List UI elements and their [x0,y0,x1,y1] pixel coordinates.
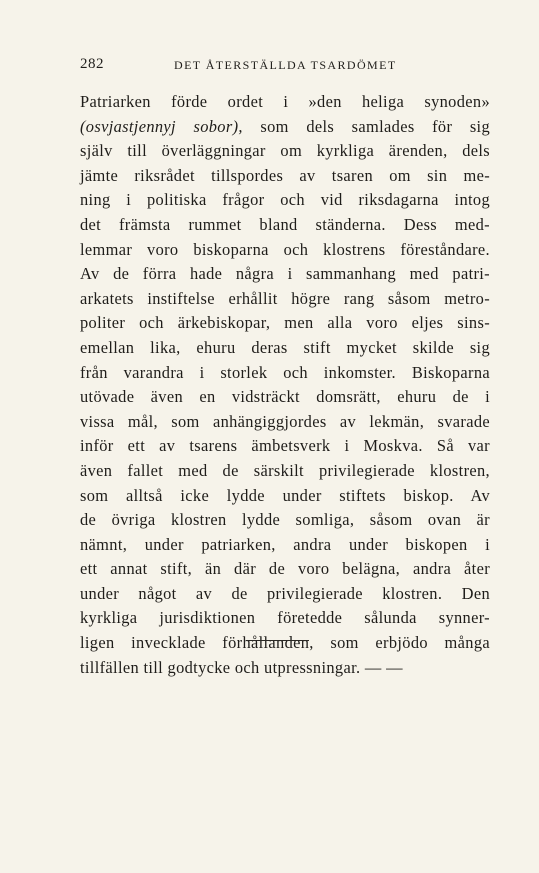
text-line: politer och ärkebiskopar, men alla voro eljes sins- [80,313,490,333]
section-divider [246,640,309,641]
text-line: nämnt, under patriarken, andra under biskopen i [80,534,490,554]
text-line: de övriga klostren lydde somliga, såsom ovan är [80,510,490,530]
italic-phrase: (osvjastjennyj sobor), [80,116,243,136]
text-line-rest: som dels samlades för sig [260,116,491,136]
text-line: ligen invecklade förhållanden, som erbjödo många [80,633,490,653]
text-line: jämte riksrådet tillspordes av tsaren om sin me- [80,165,490,185]
text-line: även fallet med de särskilt privilegierade klostren, [80,460,490,480]
text-line: utövade även en vidsträckt domsrätt, ehuru de i [80,387,490,407]
text-line [80,115,490,140]
text-line: som alltså icke lydde under stiftets biskop. Av [80,485,490,505]
text-line: arkatets instiftelse erhållit högre rang såsom metro- [80,288,490,308]
running-head [80,56,490,78]
text-line: det främsta rummet bland ständerna. Dess med- [80,214,490,234]
text-line: kyrkliga jurisdiktionen företedde sålunda synner- [80,608,490,628]
running-title: DET ÅTERSTÄLLDA TSARDÖMET [174,58,397,72]
text-line: från varandra i storlek och inkomster. Biskoparna [80,362,490,382]
text-line: emellan lika, ehuru deras stift mycket skilde sig [80,337,490,357]
text-line: Patriarken förde ordet i »den heliga synoden» [80,92,490,111]
text-line: ning i politiska frågor och vid riksdagarna intog [80,190,490,210]
text-line: inför ett av tsarens ämbetsverk i Moskva. Så var [80,436,490,456]
text-line: tillfällen till godtycke och utpressningar. — — [80,657,403,677]
page-number: 282 [80,56,104,72]
text-line: själv till överläggningar om kyrkliga ärenden, dels [80,141,490,161]
text-line: vissa mål, som anhängiggjordes av lekmän, svarade [80,411,490,431]
text-line: Av de förra hade några i sammanhang med patri- [80,264,490,284]
text-line: ett annat stift, än där de voro belägna, andra åter [80,559,490,579]
text-line: lemmar voro biskoparna och klostrens föreståndare. [80,239,490,259]
body-paragraph [80,90,490,680]
text-line: under något av de privilegierade klostren. Den [80,583,490,603]
